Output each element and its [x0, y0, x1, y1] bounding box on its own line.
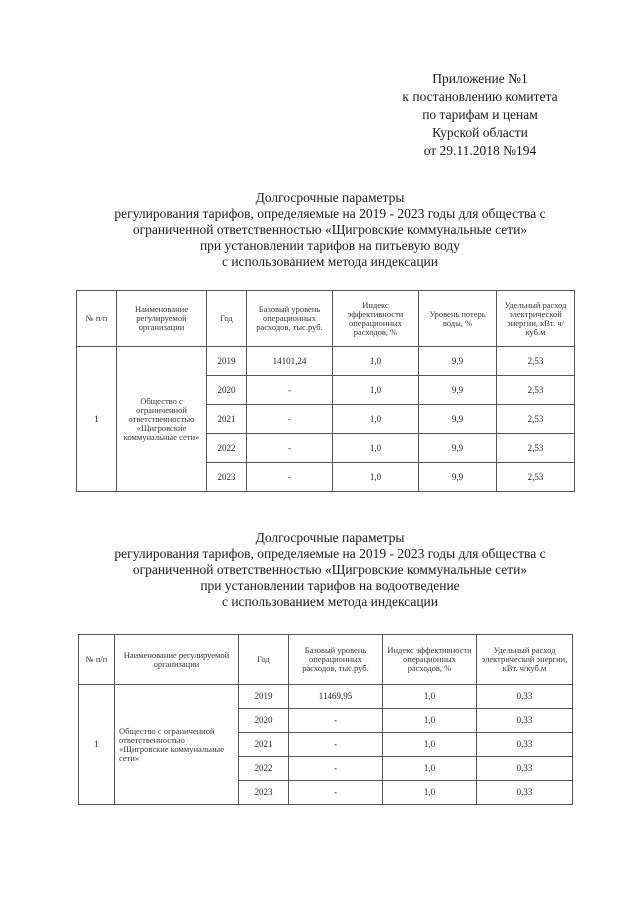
base-cost-cell: -	[247, 376, 333, 405]
year-cell: 2019	[239, 685, 289, 709]
energy-usage-cell: 0,33	[477, 709, 573, 733]
heading-line: Долгосрочные параметры	[255, 530, 405, 545]
heading-line: регулирования тарифов, определяемые на 2019 - 2023 годы для общества с	[114, 206, 546, 221]
efficiency-index-cell: 1,0	[383, 781, 477, 805]
header-cell: Год	[239, 635, 289, 685]
heading-line: при установлении тарифов на водоотведение	[200, 578, 460, 593]
header-cell: Базовый уровень операционных расходов, тыс.руб.	[289, 635, 383, 685]
section2-heading	[60, 530, 600, 610]
heading-line: с использованием метода индексации	[221, 254, 439, 269]
base-cost-cell: -	[247, 405, 333, 434]
header-cell: Уровень потерь воды, %	[419, 291, 497, 347]
efficiency-index-cell: 1,0	[383, 685, 477, 709]
efficiency-index-cell: 1,0	[333, 376, 419, 405]
table-row	[77, 347, 575, 376]
efficiency-index-cell: 1,0	[333, 463, 419, 492]
year-cell: 2020	[207, 376, 247, 405]
header-cell: Год	[207, 291, 247, 347]
header-cell: Наименование регулируемой организации	[117, 291, 207, 347]
base-cost-cell: 14101,24	[247, 347, 333, 376]
organization-name: Общество с ограниченной ответственностью «Щигровские коммунальные сети»	[115, 685, 239, 805]
appendix-line: Приложение №1	[432, 71, 528, 86]
year-cell: 2021	[207, 405, 247, 434]
header-cell: Удельный расход электрической энергии, кВт. ч/куб.м	[497, 291, 575, 347]
appendix-line: по тарифам и ценам	[422, 107, 538, 122]
water-losses-cell: 9,9	[419, 347, 497, 376]
efficiency-index-cell: 1,0	[333, 405, 419, 434]
header-cell: Удельный расход электрической энергии, кВт. ч/куб.м	[477, 635, 573, 685]
heading-line: при установлении тарифов на питьевую воду	[199, 238, 461, 253]
year-cell: 2023	[207, 463, 247, 492]
water-losses-cell: 9,9	[419, 434, 497, 463]
organization-name: Общество с ограниченной ответственностью «Щигровские коммунальные сети»	[117, 347, 207, 492]
base-cost-cell: -	[289, 781, 383, 805]
base-cost-cell: 11469,95	[289, 685, 383, 709]
water-losses-cell: 9,9	[419, 463, 497, 492]
header-cell: Индекс эффективности операционных расходов, %	[333, 291, 419, 347]
header-cell: Базовый уровень операционных расходов, тыс.руб.	[247, 291, 333, 347]
energy-usage-cell: 2,53	[497, 463, 575, 492]
energy-usage-cell: 0,33	[477, 781, 573, 805]
base-cost-cell: -	[289, 757, 383, 781]
efficiency-index-cell: 1,0	[383, 709, 477, 733]
base-cost-cell: -	[289, 709, 383, 733]
row-number: 1	[79, 685, 115, 805]
base-cost-cell: -	[247, 434, 333, 463]
year-cell: 2023	[239, 781, 289, 805]
water-losses-cell: 9,9	[419, 376, 497, 405]
energy-usage-cell: 2,53	[497, 434, 575, 463]
header-cell: № п/п	[77, 291, 117, 347]
year-cell: 2021	[239, 733, 289, 757]
year-cell: 2022	[207, 434, 247, 463]
efficiency-index-cell: 1,0	[383, 757, 477, 781]
row-number: 1	[77, 347, 117, 492]
base-cost-cell: -	[289, 733, 383, 757]
appendix-line: Курской области	[432, 125, 528, 140]
water-tariff-table	[76, 290, 575, 492]
efficiency-index-cell: 1,0	[333, 434, 419, 463]
heading-line: ограниченной ответственностью «Щигровские коммунальные сети»	[132, 562, 528, 577]
section1-heading	[60, 190, 600, 270]
appendix-block	[360, 70, 600, 160]
energy-usage-cell: 0,33	[477, 733, 573, 757]
header-cell: Индекс эффективности операционных расходов, %	[383, 635, 477, 685]
energy-usage-cell: 2,53	[497, 376, 575, 405]
year-cell: 2022	[239, 757, 289, 781]
heading-line: регулирования тарифов, определяемые на 2019 - 2023 годы для общества с	[114, 546, 546, 561]
year-cell: 2020	[239, 709, 289, 733]
header-cell: № п/п	[79, 635, 115, 685]
energy-usage-cell: 2,53	[497, 347, 575, 376]
heading-line: ограниченной ответственностью «Щигровские коммунальные сети»	[132, 222, 528, 237]
header-cell: Наименование регулируемой организации	[115, 635, 239, 685]
efficiency-index-cell: 1,0	[333, 347, 419, 376]
heading-line: с использованием метода индексации	[221, 594, 439, 609]
energy-usage-cell: 0,33	[477, 685, 573, 709]
year-cell: 2019	[207, 347, 247, 376]
appendix-line: от 29.11.2018 №194	[423, 143, 537, 158]
wastewater-tariff-table	[78, 634, 573, 805]
table-header-row	[79, 635, 573, 685]
energy-usage-cell: 0,33	[477, 757, 573, 781]
table-row	[79, 685, 573, 709]
table-header-row	[77, 291, 575, 347]
energy-usage-cell: 2,53	[497, 405, 575, 434]
water-losses-cell: 9,9	[419, 405, 497, 434]
efficiency-index-cell: 1,0	[383, 733, 477, 757]
heading-line: Долгосрочные параметры	[255, 190, 405, 205]
base-cost-cell: -	[247, 463, 333, 492]
appendix-line: к постановлению комитета	[402, 89, 558, 104]
